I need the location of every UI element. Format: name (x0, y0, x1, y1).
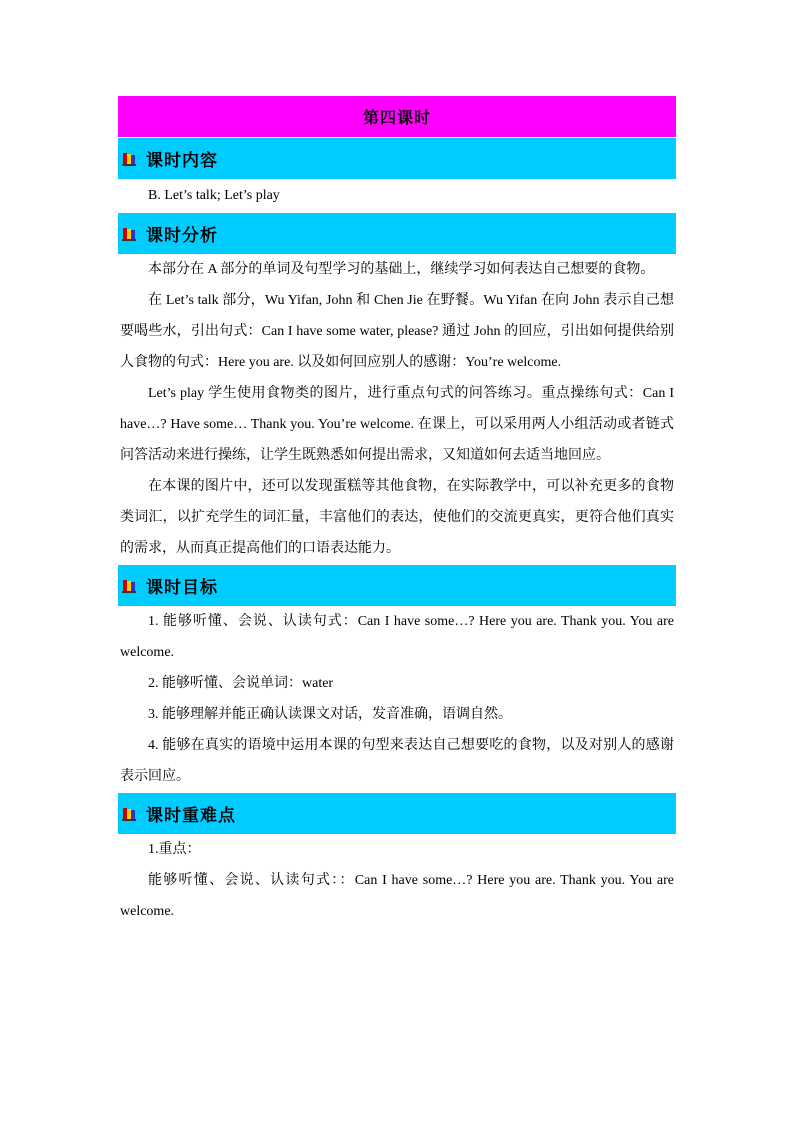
paragraph: 2. 能够听懂、会说单词：water (148, 676, 334, 691)
section-heading: 课时重难点 (146, 806, 236, 825)
book-icon (122, 152, 136, 166)
section-header-content (118, 137, 676, 179)
book-icon (122, 579, 136, 593)
paragraph: B. Let’s talk; Let’s play (148, 188, 280, 203)
document-page (118, 96, 676, 927)
paragraph: 在 Let’s talk 部分，Wu Yifan, John 和 Chen Jie 在野餐。Wu Yifan 在向 John 表示自己想要喝些水，引出句式：Can I have some water, please? 通过 John 的回应，引出如何提供给别人食物的句式：Here you are. 以及如何回应别人的感谢：You’re welcome. (120, 293, 674, 370)
paragraph: 4. 能够在真实的语境中运用本课的句型来表达自己想要吃的食物，以及对别人的感谢表示回应。 (120, 738, 674, 784)
section-heading: 课时内容 (146, 151, 218, 170)
lesson-title-bar (118, 96, 676, 137)
section-heading: 课时目标 (146, 578, 218, 597)
lesson-title: 第四课时 (362, 110, 431, 127)
section-header-key-points (118, 792, 676, 834)
paragraph: 在本课的图片中，还可以发现蛋糕等其他食物，在实际教学中，可以补充更多的食物类词汇，以扩充学生的词汇量，丰富他们的表达，使他们的交流更真实，更符合他们真实的需求，从而真正提高他们的口语表达能力。 (120, 479, 674, 556)
paragraph: 3. 能够理解并能正确认读课文对话，发音准确，语调自然。 (148, 707, 512, 722)
section-header-analysis (118, 212, 676, 254)
paragraph: Let’s play 学生使用食物类的图片，进行重点句式的问答练习。重点操练句式：Can I have…? Have some… Thank you. You’re welcome. 在课上，可以采用两人小组活动或者链式问答活动来进行操练，让学生既熟悉如何提出需求，又知道如何去适当地回应。 (120, 386, 674, 463)
paragraph: 1. 能够听懂、会说、认读句式：Can I have some…? Here you are. Thank you. You are welcome. (120, 614, 674, 660)
section-heading: 课时分析 (146, 226, 218, 245)
book-icon (122, 227, 136, 241)
paragraph: 本部分在 A 部分的单词及句型学习的基础上，继续学习如何表达自己想要的食物。 (148, 262, 655, 277)
book-icon (122, 807, 136, 821)
paragraph: 1.重点： (148, 842, 201, 857)
section-header-goals (118, 564, 676, 606)
paragraph: 能够听懂、会说、认读句式：：Can I have some…? Here you are. Thank you. You are welcome. (120, 873, 674, 919)
